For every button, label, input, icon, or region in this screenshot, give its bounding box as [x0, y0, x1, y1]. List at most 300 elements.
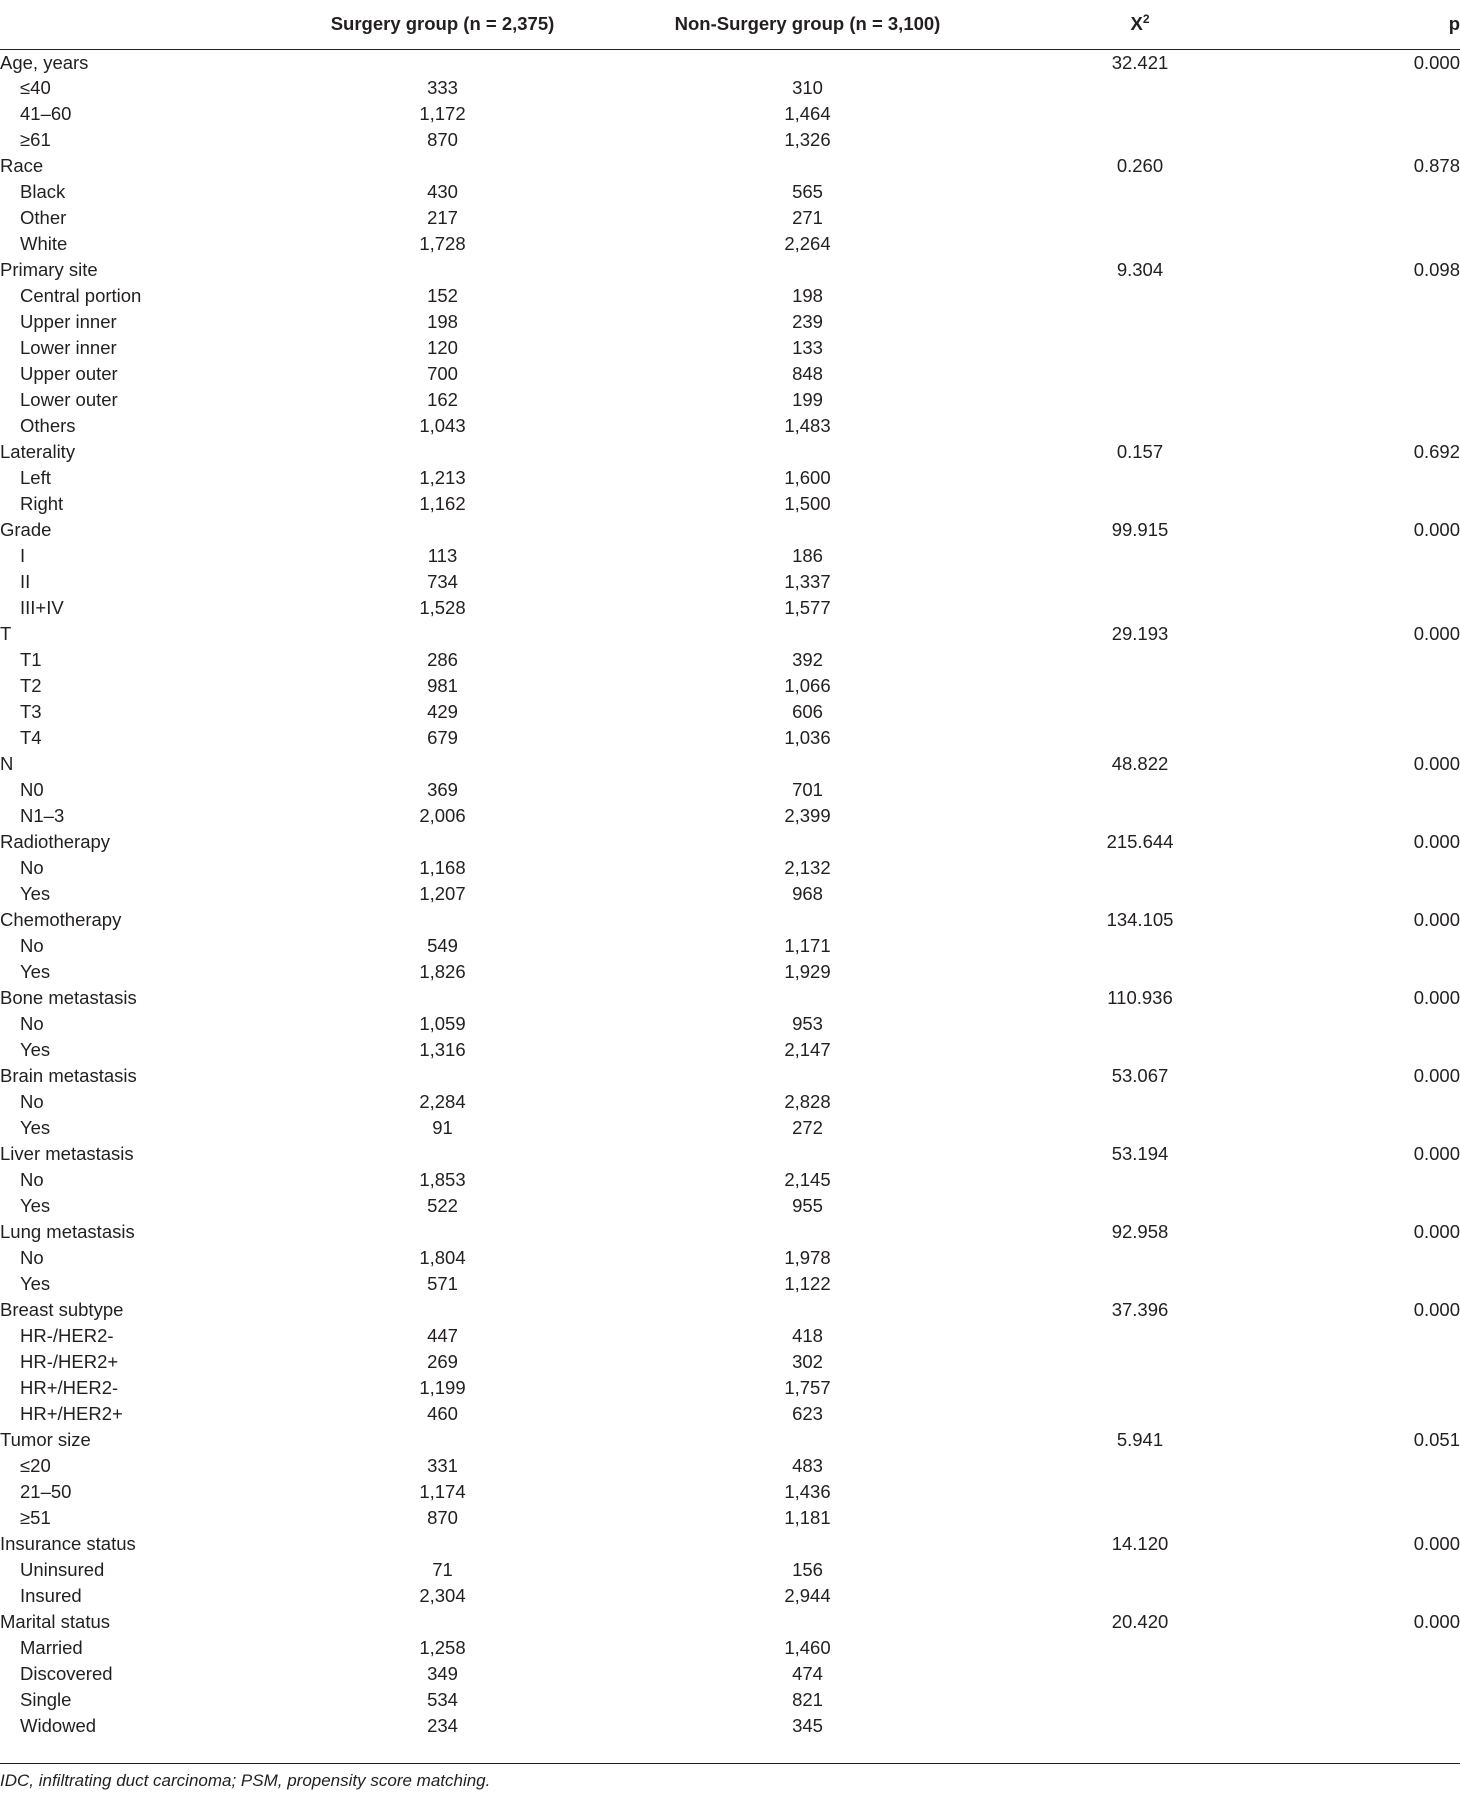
cell-surgery-count: 1,059 — [419, 1013, 466, 1034]
cell-chi-square — [1020, 179, 1260, 205]
cell-chi-square — [1020, 1583, 1260, 1609]
cell-p-value — [1260, 231, 1460, 257]
cell-non-surgery-count: 198 — [792, 285, 823, 306]
cell-p-value — [1260, 569, 1460, 595]
cell-label: Widowed — [20, 1715, 97, 1736]
cell-non-surgery-count: 2,264 — [784, 233, 831, 254]
table-row-subcategory — [0, 569, 1460, 595]
cell-surgery-count: 700 — [427, 363, 458, 384]
table-row-subcategory — [0, 1635, 1460, 1661]
cell-label: I — [20, 545, 26, 566]
cell-surgery-count: 120 — [427, 337, 458, 358]
table-row-subcategory — [0, 361, 1460, 387]
cell-surgery-count: 571 — [427, 1273, 458, 1294]
table-row-subcategory — [0, 803, 1460, 829]
cell-chi-square — [1020, 543, 1260, 569]
cell-p-value — [1260, 387, 1460, 413]
cell-surgery-count: 534 — [427, 1689, 458, 1710]
table-row-subcategory — [0, 725, 1460, 751]
cell-p-value — [1260, 647, 1460, 673]
cell-surgery-count: 1,213 — [419, 467, 466, 488]
cell-non-surgery-count: 1,337 — [784, 571, 831, 592]
cell-label: Lung metastasis — [0, 1221, 135, 1242]
header-label — [0, 0, 290, 49]
cell-non-surgery-count: 1,577 — [784, 597, 831, 618]
cell-chi-square: 0.260 — [1116, 155, 1164, 176]
table-row-subcategory — [0, 1323, 1460, 1349]
cell-p-value — [1260, 1401, 1460, 1427]
cell-p-value — [1260, 803, 1460, 829]
cell-surgery-count — [290, 153, 595, 179]
cell-non-surgery-count — [595, 985, 1020, 1011]
cell-non-surgery-count: 483 — [792, 1455, 823, 1476]
cell-non-surgery-count — [595, 1219, 1020, 1245]
cell-p-value: 0.000 — [1413, 519, 1460, 540]
table-row-subcategory — [0, 1505, 1460, 1531]
cell-non-surgery-count: 186 — [792, 545, 823, 566]
cell-surgery-count: 71 — [432, 1559, 453, 1580]
cell-non-surgery-count — [595, 1531, 1020, 1557]
table-row-variable — [0, 985, 1460, 1011]
cell-p-value — [1260, 595, 1460, 621]
cell-label: No — [20, 1091, 44, 1112]
table-row-variable — [0, 49, 1460, 75]
cell-p-value — [1260, 75, 1460, 101]
cell-non-surgery-count — [595, 751, 1020, 777]
cell-chi-square — [1020, 1635, 1260, 1661]
cell-surgery-count — [290, 257, 595, 283]
cell-p-value: 0.000 — [1413, 753, 1460, 774]
cell-chi-square: 14.120 — [1111, 1533, 1169, 1554]
table-row-subcategory — [0, 127, 1460, 153]
cell-chi-square — [1020, 933, 1260, 959]
cell-chi-square: 0.157 — [1116, 441, 1164, 462]
cell-non-surgery-count: 1,460 — [784, 1637, 831, 1658]
cell-label: Black — [20, 181, 66, 202]
table-row-subcategory — [0, 777, 1460, 803]
cell-label: No — [20, 1013, 44, 1034]
cell-surgery-count — [290, 1427, 595, 1453]
cell-surgery-count: 269 — [427, 1351, 458, 1372]
header-surgery-group: Surgery group (n = 2,375) — [290, 0, 595, 49]
cell-label: Lower inner — [20, 337, 117, 358]
cell-non-surgery-count: 1,326 — [784, 129, 831, 150]
cell-chi-square — [1020, 959, 1260, 985]
cell-p-value — [1260, 543, 1460, 569]
table-row-subcategory — [0, 1583, 1460, 1609]
cell-p-value — [1260, 777, 1460, 803]
cell-surgery-count: 981 — [427, 675, 458, 696]
table-row-subcategory — [0, 1167, 1460, 1193]
cell-p-value — [1260, 361, 1460, 387]
cell-non-surgery-count: 271 — [792, 207, 823, 228]
cell-non-surgery-count: 701 — [792, 779, 823, 800]
cell-p-value — [1260, 127, 1460, 153]
cell-non-surgery-count: 848 — [792, 363, 823, 384]
cell-p-value — [1260, 205, 1460, 231]
cell-non-surgery-count: 1,066 — [784, 675, 831, 696]
cell-chi-square — [1020, 1349, 1260, 1375]
cell-label: III+IV — [20, 597, 64, 618]
cell-chi-square — [1020, 491, 1260, 517]
table-row-variable — [0, 1141, 1460, 1167]
cell-chi-square — [1020, 127, 1260, 153]
cell-chi-square — [1020, 335, 1260, 361]
cell-surgery-count: 91 — [432, 1117, 453, 1138]
table-row-subcategory — [0, 1479, 1460, 1505]
cell-p-value — [1260, 1661, 1460, 1687]
cell-non-surgery-count: 474 — [792, 1663, 823, 1684]
cell-p-value — [1260, 699, 1460, 725]
cell-label: II — [20, 571, 31, 592]
cell-chi-square — [1020, 465, 1260, 491]
cell-surgery-count: 1,853 — [419, 1169, 466, 1190]
table-row-variable — [0, 257, 1460, 283]
cell-chi-square: 32.421 — [1111, 52, 1169, 74]
cell-non-surgery-count: 418 — [792, 1325, 823, 1346]
cell-surgery-count: 1,826 — [419, 961, 466, 982]
cell-non-surgery-count — [595, 1297, 1020, 1323]
cell-surgery-count: 870 — [427, 129, 458, 150]
cell-chi-square: 20.420 — [1111, 1611, 1169, 1632]
cell-p-value — [1260, 1115, 1460, 1141]
cell-chi-square — [1020, 1661, 1260, 1687]
cell-label: Bone metastasis — [0, 987, 137, 1008]
table-row-variable — [0, 1609, 1460, 1635]
cell-label: T2 — [20, 675, 42, 696]
cell-p-value: 0.000 — [1413, 623, 1460, 644]
table-row-subcategory — [0, 699, 1460, 725]
cell-surgery-count — [290, 985, 595, 1011]
cell-label: Married — [20, 1637, 83, 1658]
cell-chi-square — [1020, 75, 1260, 101]
cell-p-value: 0.000 — [1413, 1065, 1460, 1086]
cell-non-surgery-count: 623 — [792, 1403, 823, 1424]
cell-non-surgery-count: 606 — [792, 701, 823, 722]
table-row-subcategory — [0, 1271, 1460, 1297]
cell-label: Upper outer — [20, 363, 118, 384]
cell-label: Insured — [20, 1585, 82, 1606]
cell-surgery-count: 522 — [427, 1195, 458, 1216]
cell-surgery-count: 113 — [427, 545, 458, 566]
cell-p-value: 0.000 — [1413, 1611, 1460, 1632]
cell-chi-square: 134.105 — [1106, 909, 1174, 930]
cell-label: Yes — [20, 1039, 51, 1060]
cell-surgery-count: 162 — [427, 389, 458, 410]
cell-p-value — [1260, 309, 1460, 335]
cell-non-surgery-count: 2,145 — [784, 1169, 831, 1190]
cell-label: Upper inner — [20, 311, 117, 332]
cell-label: ≤40 — [20, 77, 51, 98]
cell-p-value — [1260, 1687, 1460, 1713]
table-row-subcategory — [0, 231, 1460, 257]
cell-non-surgery-count — [595, 153, 1020, 179]
cell-surgery-count: 1,043 — [419, 415, 466, 436]
table-row-subcategory — [0, 1011, 1460, 1037]
table-row-subcategory — [0, 491, 1460, 517]
cell-label: Yes — [20, 883, 51, 904]
cell-p-value — [1260, 335, 1460, 361]
cell-chi-square — [1020, 595, 1260, 621]
cell-p-value: 0.000 — [1413, 987, 1460, 1008]
table-row-subcategory — [0, 647, 1460, 673]
cell-non-surgery-count — [595, 907, 1020, 933]
table-row-variable — [0, 153, 1460, 179]
cell-surgery-count: 1,528 — [419, 597, 466, 618]
cell-label: HR+/HER2- — [20, 1377, 119, 1398]
cell-chi-square: 37.396 — [1111, 1299, 1169, 1320]
table-row-subcategory — [0, 1037, 1460, 1063]
table-row-subcategory — [0, 1453, 1460, 1479]
cell-chi-square — [1020, 283, 1260, 309]
cell-p-value — [1260, 1505, 1460, 1531]
cell-non-surgery-count — [595, 439, 1020, 465]
cell-surgery-count: 1,207 — [419, 883, 466, 904]
cell-non-surgery-count: 239 — [792, 311, 823, 332]
cell-p-value: 0.098 — [1413, 259, 1460, 280]
cell-surgery-count: 286 — [427, 649, 458, 670]
cell-label: ≥61 — [20, 129, 51, 150]
table-row-subcategory — [0, 309, 1460, 335]
cell-non-surgery-count: 302 — [792, 1351, 823, 1372]
cell-chi-square — [1020, 1089, 1260, 1115]
cell-surgery-count: 1,728 — [419, 233, 466, 254]
cell-label: Yes — [20, 1195, 51, 1216]
cell-label: HR-/HER2- — [20, 1325, 114, 1346]
cell-chi-square — [1020, 647, 1260, 673]
cell-non-surgery-count: 1,181 — [784, 1507, 831, 1528]
cell-p-value — [1260, 283, 1460, 309]
cell-surgery-count — [290, 751, 595, 777]
table-row-subcategory — [0, 1713, 1460, 1739]
cell-non-surgery-count — [595, 829, 1020, 855]
cell-p-value: 0.000 — [1413, 1299, 1460, 1320]
table-row-subcategory — [0, 1349, 1460, 1375]
cell-surgery-count: 2,006 — [419, 805, 466, 826]
cell-non-surgery-count — [595, 517, 1020, 543]
cell-label: Insurance status — [0, 1533, 136, 1554]
cell-surgery-count — [290, 1531, 595, 1557]
cell-non-surgery-count — [595, 257, 1020, 283]
cell-chi-square — [1020, 1505, 1260, 1531]
cell-surgery-count: 1,804 — [419, 1247, 466, 1268]
cell-p-value: 0.000 — [1413, 1533, 1460, 1554]
cell-label: Brain metastasis — [0, 1065, 137, 1086]
table-row-subcategory — [0, 387, 1460, 413]
cell-surgery-count: 1,199 — [419, 1377, 466, 1398]
cell-label: Race — [0, 155, 44, 176]
cell-chi-square — [1020, 777, 1260, 803]
cell-chi-square — [1020, 205, 1260, 231]
table-row-variable — [0, 829, 1460, 855]
cell-label: Yes — [20, 1117, 51, 1138]
table-row-variable — [0, 751, 1460, 777]
cell-non-surgery-count: 272 — [792, 1117, 823, 1138]
cell-surgery-count: 152 — [427, 285, 458, 306]
table-row-subcategory — [0, 1245, 1460, 1271]
cell-surgery-count — [290, 517, 595, 543]
cell-surgery-count: 549 — [427, 935, 458, 956]
table-row-subcategory — [0, 101, 1460, 127]
cell-chi-square — [1020, 1453, 1260, 1479]
cell-surgery-count: 460 — [427, 1403, 458, 1424]
cell-label: Liver metastasis — [0, 1143, 134, 1164]
table-row-subcategory — [0, 283, 1460, 309]
cell-p-value — [1260, 673, 1460, 699]
cell-surgery-count — [290, 49, 595, 75]
table-row-subcategory — [0, 1375, 1460, 1401]
cell-p-value — [1260, 491, 1460, 517]
cell-label: White — [20, 233, 68, 254]
cell-label: No — [20, 857, 44, 878]
cell-chi-square — [1020, 1245, 1260, 1271]
table-row-variable — [0, 1427, 1460, 1453]
cell-non-surgery-count — [595, 1141, 1020, 1167]
cell-non-surgery-count: 199 — [792, 389, 823, 410]
cell-p-value — [1260, 1557, 1460, 1583]
cell-surgery-count — [290, 1609, 595, 1635]
cell-chi-square — [1020, 1193, 1260, 1219]
cell-non-surgery-count: 565 — [792, 181, 823, 202]
cell-chi-square — [1020, 231, 1260, 257]
cell-label: Radiotherapy — [0, 831, 111, 852]
cell-surgery-count — [290, 1219, 595, 1245]
cell-label: ≥51 — [20, 1507, 51, 1528]
table-row-variable — [0, 621, 1460, 647]
cell-chi-square — [1020, 1375, 1260, 1401]
cell-chi-square: 99.915 — [1111, 519, 1169, 540]
table-row-variable — [0, 907, 1460, 933]
cell-p-value — [1260, 1375, 1460, 1401]
cell-p-value — [1260, 1193, 1460, 1219]
cell-label: N1–3 — [20, 805, 65, 826]
cell-chi-square — [1020, 101, 1260, 127]
table-header — [0, 0, 1460, 49]
cell-non-surgery-count: 1,978 — [784, 1247, 831, 1268]
cell-surgery-count: 217 — [427, 207, 458, 228]
chi-square-superscript: 2 — [1142, 12, 1150, 27]
cell-label: Marital status — [0, 1611, 111, 1632]
table-row-subcategory — [0, 1557, 1460, 1583]
cell-p-value — [1260, 1271, 1460, 1297]
cell-p-value — [1260, 1349, 1460, 1375]
cell-surgery-count — [290, 439, 595, 465]
bottom-rule — [0, 1763, 1460, 1764]
cell-chi-square — [1020, 309, 1260, 335]
cell-p-value — [1260, 725, 1460, 751]
cell-p-value — [1260, 933, 1460, 959]
cell-non-surgery-count: 2,944 — [784, 1585, 831, 1606]
cell-label: Central portion — [20, 285, 142, 306]
table-row-subcategory — [0, 595, 1460, 621]
cell-chi-square: 110.936 — [1107, 987, 1173, 1008]
cell-non-surgery-count: 310 — [792, 77, 823, 98]
table-row-subcategory — [0, 673, 1460, 699]
cell-label: T1 — [20, 649, 42, 670]
cell-surgery-count: 1,162 — [419, 493, 466, 514]
cell-chi-square — [1020, 855, 1260, 881]
cell-surgery-count: 1,316 — [419, 1039, 466, 1060]
cell-surgery-count: 333 — [427, 77, 458, 98]
cell-p-value: 0.878 — [1413, 155, 1460, 176]
cell-label: N — [0, 753, 14, 774]
cell-non-surgery-count: 1,929 — [784, 961, 831, 982]
cell-non-surgery-count: 1,483 — [784, 415, 831, 436]
table-row-subcategory — [0, 855, 1460, 881]
cell-chi-square — [1020, 1557, 1260, 1583]
cell-p-value — [1260, 959, 1460, 985]
cell-p-value: 0.000 — [1413, 909, 1460, 930]
cell-surgery-count: 369 — [427, 779, 458, 800]
cell-surgery-count: 870 — [427, 1507, 458, 1528]
cell-p-value — [1260, 101, 1460, 127]
cell-label: Grade — [0, 519, 52, 540]
header-row — [0, 0, 1460, 49]
cell-surgery-count: 2,304 — [419, 1585, 466, 1606]
cell-p-value — [1260, 413, 1460, 439]
cell-chi-square — [1020, 1271, 1260, 1297]
chi-square-base: X — [1130, 13, 1143, 35]
cell-p-value — [1260, 179, 1460, 205]
cell-label: Yes — [20, 1273, 51, 1294]
cell-label: Age, years — [0, 52, 89, 74]
cell-non-surgery-count: 1,036 — [784, 727, 831, 748]
cell-surgery-count: 1,258 — [419, 1637, 466, 1658]
cell-non-surgery-count: 968 — [792, 883, 823, 904]
cell-chi-square — [1020, 387, 1260, 413]
table-row-subcategory — [0, 465, 1460, 491]
cell-non-surgery-count: 2,399 — [784, 805, 831, 826]
cell-non-surgery-count — [595, 49, 1020, 75]
header-non-surgery-group: Non-Surgery group (n = 3,100) — [595, 0, 1020, 49]
cell-chi-square — [1020, 413, 1260, 439]
table-row-subcategory — [0, 205, 1460, 231]
cell-p-value — [1260, 881, 1460, 907]
cell-label: Yes — [20, 961, 51, 982]
cell-chi-square — [1020, 673, 1260, 699]
cell-non-surgery-count — [595, 1063, 1020, 1089]
cell-chi-square — [1020, 1167, 1260, 1193]
cell-label: Tumor size — [0, 1429, 91, 1450]
cell-chi-square — [1020, 569, 1260, 595]
cell-p-value — [1260, 1323, 1460, 1349]
cell-surgery-count — [290, 1141, 595, 1167]
cell-surgery-count — [290, 829, 595, 855]
cell-chi-square: 29.193 — [1111, 623, 1169, 644]
cell-chi-square — [1020, 725, 1260, 751]
cell-surgery-count: 1,174 — [419, 1481, 466, 1502]
cell-p-value — [1260, 1479, 1460, 1505]
cell-chi-square — [1020, 803, 1260, 829]
cell-p-value — [1260, 1635, 1460, 1661]
cell-chi-square — [1020, 699, 1260, 725]
cell-surgery-count — [290, 1297, 595, 1323]
cell-surgery-count: 430 — [427, 181, 458, 202]
table-row-variable — [0, 1063, 1460, 1089]
cell-non-surgery-count: 1,757 — [784, 1377, 831, 1398]
cell-surgery-count: 734 — [427, 571, 458, 592]
cell-non-surgery-count: 156 — [792, 1559, 823, 1580]
cell-label: Lower outer — [20, 389, 118, 410]
table-row-subcategory — [0, 881, 1460, 907]
table-row-subcategory — [0, 1089, 1460, 1115]
cell-p-value: 0.000 — [1413, 831, 1460, 852]
cell-label: Right — [20, 493, 64, 514]
cell-non-surgery-count: 821 — [792, 1689, 823, 1710]
cell-surgery-count: 349 — [427, 1663, 458, 1684]
cell-chi-square: 9.304 — [1116, 259, 1164, 280]
cell-label: T4 — [20, 727, 42, 748]
